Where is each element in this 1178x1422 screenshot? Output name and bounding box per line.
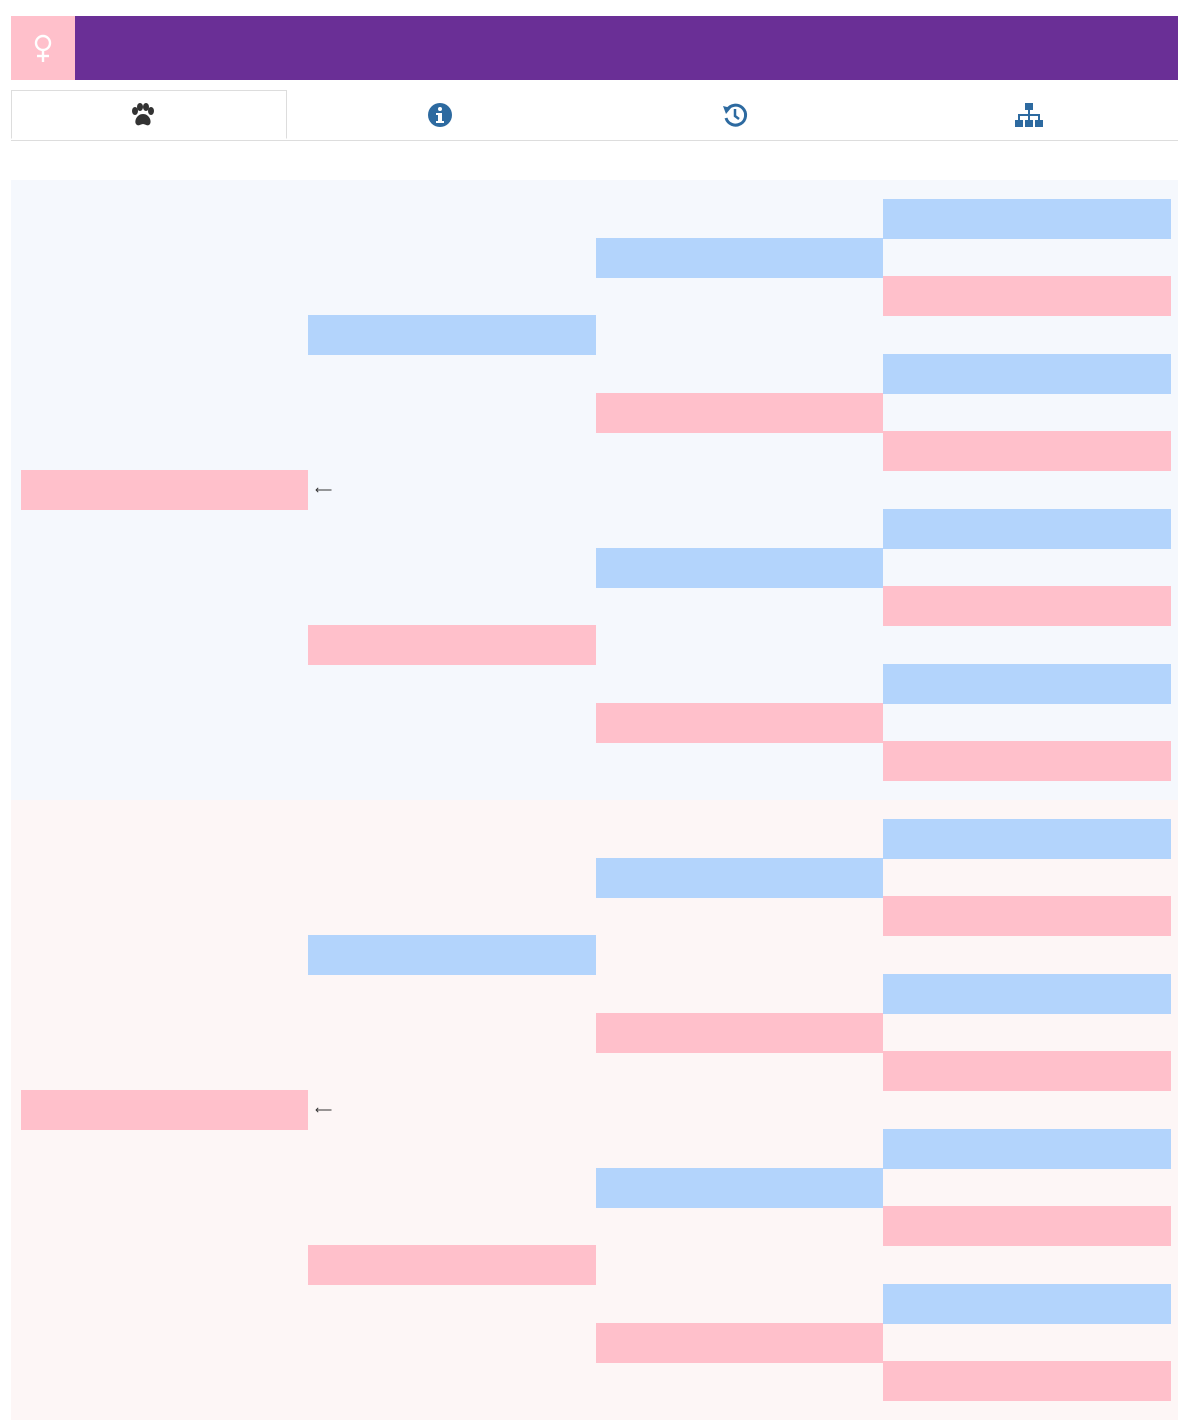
pedigree-node-ssdd[interactable] <box>883 431 1171 471</box>
pedigree-node-dssd[interactable] <box>883 896 1171 936</box>
dam-label: ⟵ <box>315 1103 333 1117</box>
gender-badge <box>11 16 75 80</box>
pedigree-node-sdd[interactable] <box>596 703 883 743</box>
pedigree-node-ssss[interactable] <box>883 199 1171 239</box>
pedigree-node-dd[interactable] <box>308 1245 596 1285</box>
paw-icon <box>129 103 157 127</box>
pedigree-node-sss[interactable] <box>596 238 883 278</box>
pedigree-node-ddsd[interactable] <box>883 1206 1171 1246</box>
pedigree-node-sd[interactable] <box>308 625 596 665</box>
pedigree-node-dss[interactable] <box>596 858 883 898</box>
history-icon <box>722 102 748 128</box>
pedigree-node-dds[interactable] <box>596 1168 883 1208</box>
pedigree-node-ddds[interactable] <box>883 1284 1171 1324</box>
pedigree-node-ssd[interactable] <box>596 393 883 433</box>
pedigree-node-sire[interactable] <box>21 470 308 510</box>
tab-anagrafica[interactable] <box>301 90 591 140</box>
pedigree-node-sddd[interactable] <box>883 741 1171 781</box>
tab-bar <box>11 90 1178 141</box>
tab-pedigree[interactable] <box>11 90 287 139</box>
sitemap-icon <box>1014 102 1044 128</box>
pedigree-node-dsds[interactable] <box>883 974 1171 1014</box>
page-header <box>11 16 1178 80</box>
sire-label: ⟵ <box>315 483 333 497</box>
pedigree-node-dsdd[interactable] <box>883 1051 1171 1091</box>
pedigree-node-sdds[interactable] <box>883 664 1171 704</box>
pedigree-node-sssd[interactable] <box>883 276 1171 316</box>
pedigree-node-sds[interactable] <box>596 548 883 588</box>
pedigree-node-ssds[interactable] <box>883 354 1171 394</box>
pedigree-node-ddss[interactable] <box>883 1129 1171 1169</box>
pedigree-node-dddd[interactable] <box>883 1361 1171 1401</box>
female-icon <box>32 33 54 63</box>
pedigree-node-sdsd[interactable] <box>883 586 1171 626</box>
pedigree-node-dsss[interactable] <box>883 819 1171 859</box>
pedigree-node-ddd[interactable] <box>596 1323 883 1363</box>
pedigree-node-dsd[interactable] <box>596 1013 883 1053</box>
pedigree-node-ss[interactable] <box>308 315 596 355</box>
pedigree-node-sdss[interactable] <box>883 509 1171 549</box>
tab-discendenti[interactable] <box>891 90 1178 140</box>
tab-avvenimenti[interactable] <box>591 90 891 140</box>
pedigree-tree <box>11 180 1178 1420</box>
pedigree-node-dam[interactable] <box>21 1090 308 1130</box>
pedigree-node-ds[interactable] <box>308 935 596 975</box>
info-icon <box>427 102 453 128</box>
